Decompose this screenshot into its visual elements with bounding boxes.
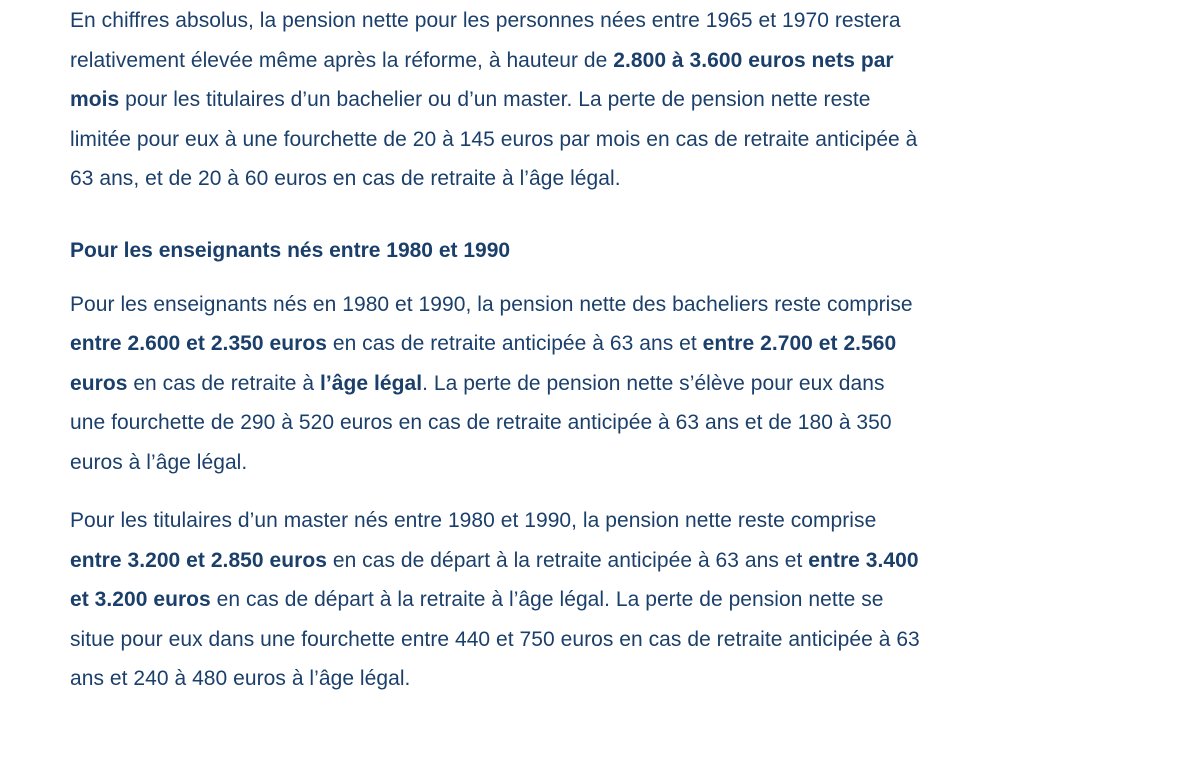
text-segment: . La perte de pension nette s’élève pour eux dans une fourchette de 290 à 520 euros en cas de retraite anticipée à 63 ans et de 180 à 350 euros à l’âge légal. xyxy=(70,371,892,474)
emphasized-text: entre 2.600 et 2.350 euros xyxy=(70,332,327,355)
emphasized-text: l’âge légal xyxy=(319,371,423,395)
text-segment: en cas de retraite à xyxy=(127,371,320,395)
emphasized-text: entre 2.700 et 2.560 euros xyxy=(70,332,897,395)
text-segment: pour les titulaires d’un bachelier ou d’un master. La perte de pension nette reste limitée pour eux à une fourchette de 20 à 145 euros par mois en cas de retraite anticipée à 63 ans, et de 20 à 60 euros en cas de retraite à l’âge légal. xyxy=(70,88,918,190)
text-segment: en cas de retraite anticipée à 63 ans et xyxy=(326,332,703,355)
paragraph-pension-1965-1970 xyxy=(70,1,920,199)
article-body xyxy=(70,0,920,699)
text-segment: En chiffres absolus, la pension nette pour les personnes nées entre 1965 et 1970 restera relativement élevée même après la réforme, à hauteur de xyxy=(70,9,901,72)
text-segment: Pour les titulaires d’un master nés entre 1980 et 1990, la pension nette reste comprise xyxy=(70,509,877,532)
text-segment: en cas de départ à la retraite à l’âge légal. La perte de pension nette se situe pour eux dans une fourchette entre 440 et 750 euros en cas de retraite anticipée à 63 ans et 240 à 480 euros à l’âge légal. xyxy=(70,588,920,690)
text-segment: en cas de départ à la retraite anticipée à 63 ans et xyxy=(326,548,809,572)
emphasized-text: 2.800 à 3.600 euros nets par mois xyxy=(70,48,894,111)
paragraph-bachelor-pension xyxy=(70,285,920,483)
emphasized-text: entre 3.400 et 3.200 euros xyxy=(70,548,919,611)
text-segment: Pour les enseignants nés en 1980 et 1990, la pension nette des bacheliers reste comprise xyxy=(70,292,913,316)
subheading-teachers-1980-1990: Pour les enseignants nés entre 1980 et 1990 xyxy=(70,238,511,262)
paragraph-master-pension xyxy=(70,501,920,699)
emphasized-text: entre 3.200 et 2.850 euros xyxy=(70,548,327,572)
